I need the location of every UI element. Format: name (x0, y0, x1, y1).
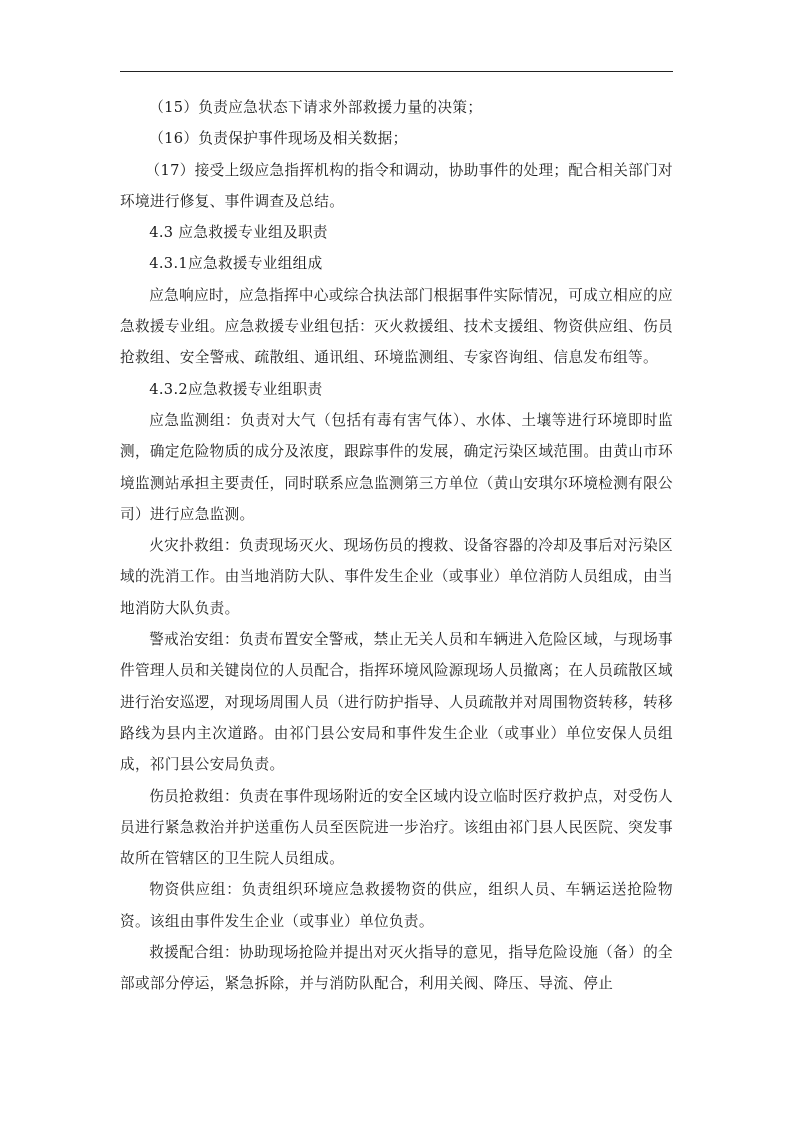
paragraph-security-group: 警戒治安组：负责布置安全警戒，禁止无关人员和车辆进入危险区域，与现场事件管理人员和关键岗位的人员配合，指挥环境风险源现场人员撤离；在人员疏散区域进行治安巡逻，对现场周围人员（进行防护指导、人员疏散并对周围物资转移，转移路线为县内主次道路。由祁门县公安局和事件发生企业（或事业）单位安保人员组成，祁门县公安局负责。 (120, 631, 673, 774)
paragraph-monitoring-group: 应急监测组：负责对大气（包括有毒有害气体）、水体、土壤等进行环境即时监测，确定危险物质的成分及浓度，跟踪事件的发展，确定污染区域范围。由黄山市环境监测站承担主要责任，同时联系应急监测第三方单位（黄山安琪尔环境检测有限公司）进行应急监测。 (120, 411, 673, 523)
paragraph-supply-group: 物资供应组：负责组织环境应急救援物资的供应，组织人员、车辆运送抢险物资。该组由事件发生企业（或事业）单位负责。 (120, 881, 673, 930)
section-heading-4-3: 4.3 应急救援专业组及职责 (149, 224, 328, 242)
paragraph-firefighting-group: 火灾扑救组：负责现场灭火、现场伤员的搜救、设备容器的冷却及事后对污染区域的洗消工作。由当地消防大队、事件发生企业（或事业）单位消防人员组成，由当地消防大队负责。 (120, 537, 673, 617)
document-body (120, 92, 673, 1000)
paragraph: 应急响应时，应急指挥中心或综合执法部门根据事件实际情况，可成立相应的应急救援专业组。应急救援专业组包括：灭火救援组、技术支援组、物资供应组、伤员抢救组、安全警戒、疏散组、通讯组、环境监测组、专家咨询组、信息发布组等。 (120, 286, 673, 367)
list-item: （16）负责保护事件现场及相关数据； (149, 130, 408, 148)
paragraph-coordination-group: 救援配合组：协助现场抢险并提出对灭火指导的意见，指导危险设施（备）的全部或部分停运，紧急拆除，并与消防队配合，利用关阀、降压、导流、停止 (120, 944, 673, 993)
paragraph-rescue-group: 伤员抢救组：负责在事件现场附近的安全区域内设立临时医疗救护点，对受伤人员进行紧急救治并护送重伤人员至医院进一步治疗。该组由祁门县人民医院、突发事故所在管辖区的卫生院人员组成。 (120, 787, 673, 868)
list-item: （15）负责应急状态下请求外部救援力量的决策； (149, 99, 483, 116)
list-item: （17）接受上级应急指挥机构的指令和调动，协助事件的处理；配合相关部门对环境进行修复、事件调查及总结。 (120, 161, 673, 210)
section-heading-4-3-2: 4.3.2应急救援专业组职责 (149, 380, 323, 398)
header-rule (120, 71, 673, 72)
section-heading-4-3-1: 4.3.1应急救援专业组组成 (149, 255, 323, 273)
